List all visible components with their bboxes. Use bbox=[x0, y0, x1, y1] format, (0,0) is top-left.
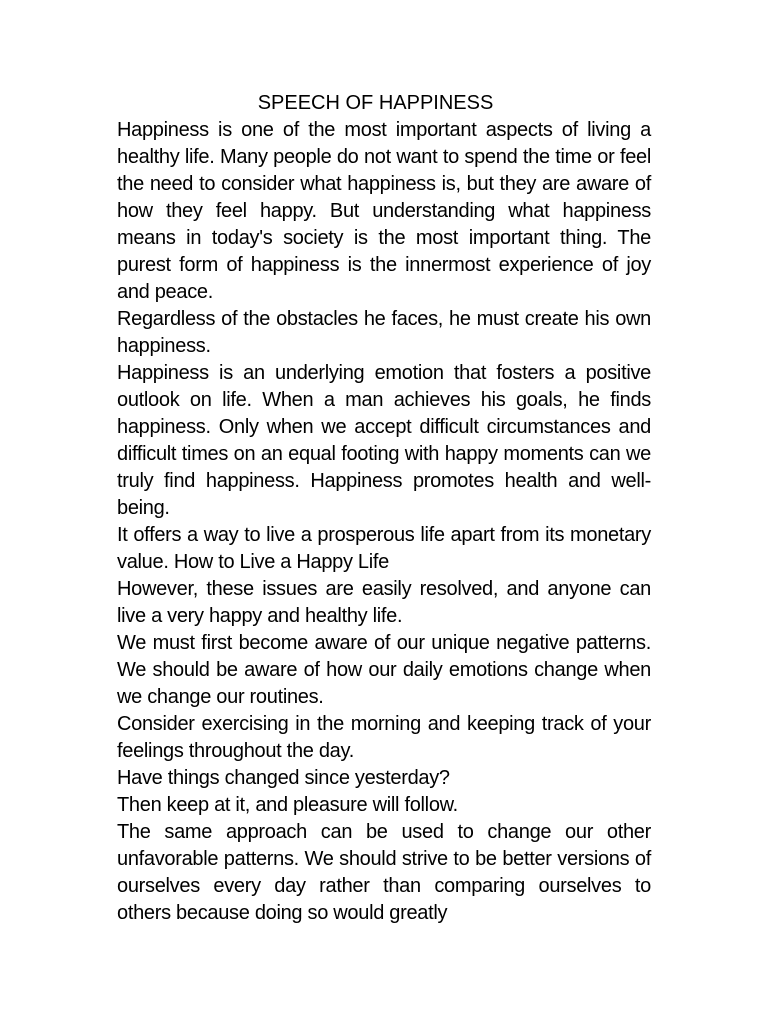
paragraph-10: The same approach can be used to change our other unfavorable patterns. We should strive to be better versions of ourselves every day rather than comparing ourselves to others because doing so would greatly bbox=[117, 821, 651, 924]
paragraph-6: We must first become aware of our unique negative patterns. We should be aware of how our daily emotions change when we change our routines. bbox=[117, 632, 651, 708]
paragraph-9: Then keep at it, and pleasure will follow. bbox=[117, 794, 458, 816]
paragraph-3: Happiness is an underlying emotion that fosters a positive outlook on life. When a man achieves his goals, he finds happiness. Only when we accept difficult circumstances and difficult times on an equal footing with happy moments can we truly find happiness. Happiness promotes health and well-being. bbox=[117, 362, 651, 519]
paragraph-2: Regardless of the obstacles he faces, he must create his own happiness. bbox=[117, 308, 651, 357]
paragraph-8: Have things changed since yesterday? bbox=[117, 767, 450, 789]
paragraph-4: It offers a way to live a prosperous life apart from its monetary value. How to Live a Happy Life bbox=[117, 524, 651, 573]
paragraph-1: Happiness is one of the most important aspects of living a healthy life. Many people do not want to spend the time or feel the need to consider what happiness is, but they are aware of how they feel happy. But understanding what happiness means in today's society is the most important thing. The purest form of happiness is the innermost experience of joy and peace. bbox=[117, 119, 651, 303]
paragraph-5: However, these issues are easily resolved, and anyone can live a very happy and healthy life. bbox=[117, 578, 651, 627]
paragraph-7: Consider exercising in the morning and keeping track of your feelings throughout the day. bbox=[117, 713, 651, 762]
document-title: SPEECH OF HAPPINESS bbox=[257, 92, 494, 114]
document-body bbox=[117, 90, 651, 927]
